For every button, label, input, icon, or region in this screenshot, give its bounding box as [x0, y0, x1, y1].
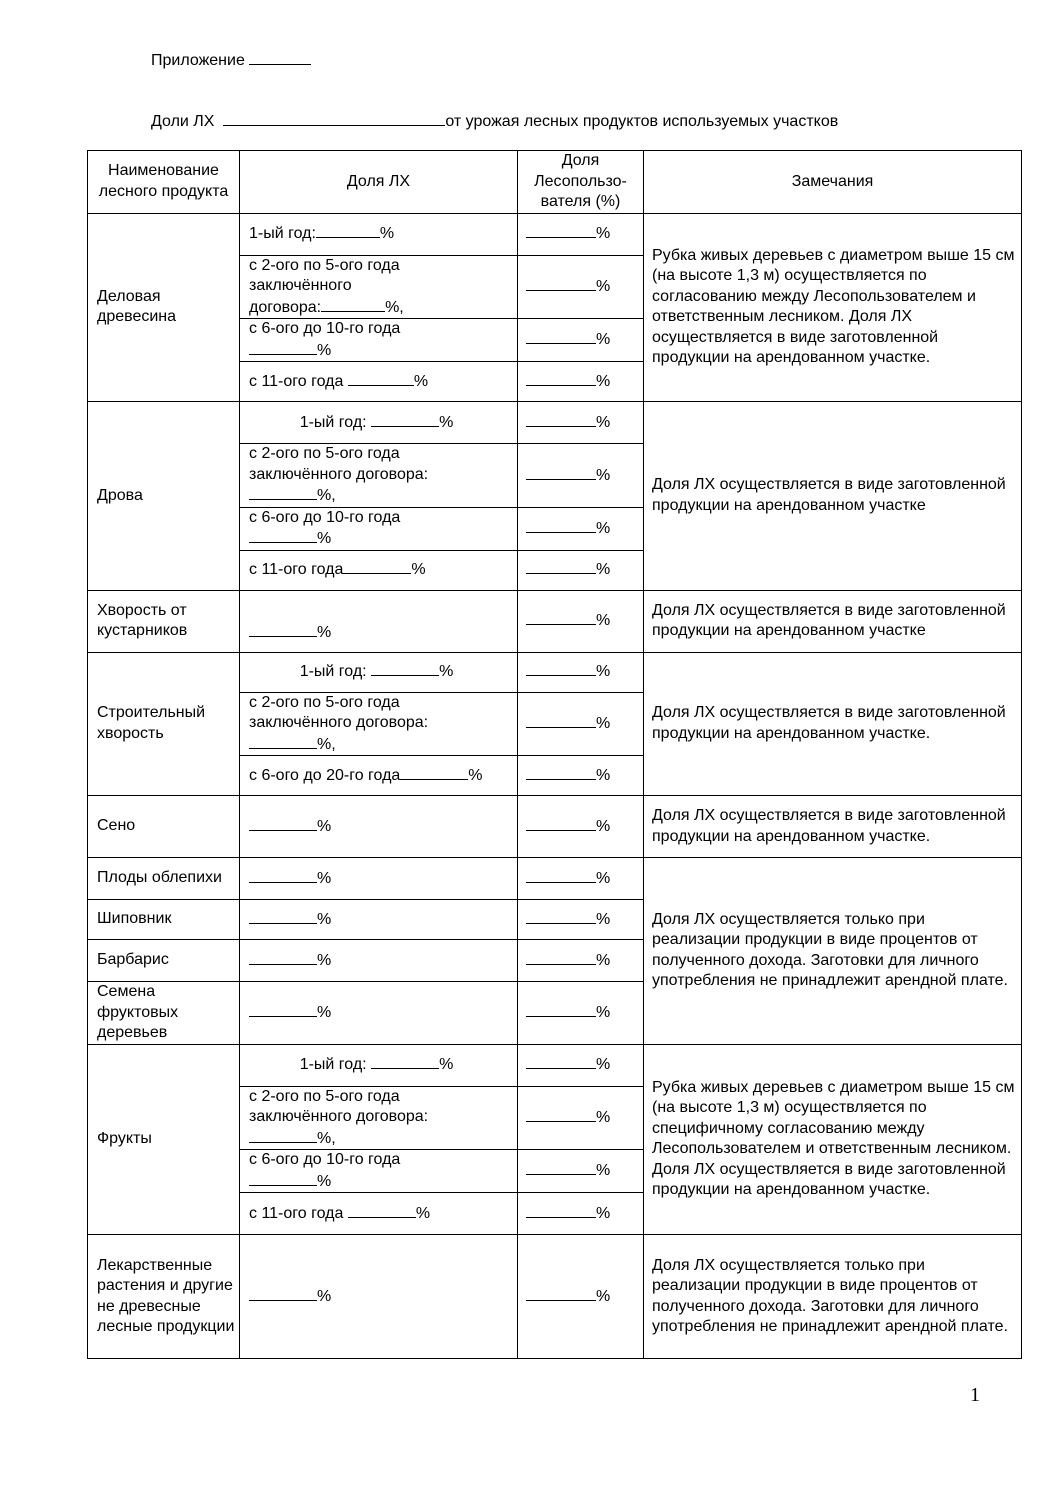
- user-share-cell[interactable]: %: [518, 652, 644, 692]
- user-share-cell[interactable]: %: [518, 1086, 644, 1150]
- title-right: от урожая лесных продуктов используемых участков: [445, 113, 839, 130]
- product-name: Барбарис: [88, 940, 240, 982]
- product-name: Семена фруктовых деревьев: [88, 982, 240, 1045]
- lx-share-cell[interactable]: с 11-ого года %: [240, 1193, 518, 1235]
- table-row: [88, 213, 1022, 255]
- note-cell: Доля ЛХ осуществляется только при реализации продукции в виде процентов от полученного дохода. Заготовки для личного употребления не принадлежит арендной плате.: [644, 1235, 1022, 1359]
- table-row: [88, 402, 1022, 444]
- table-row: [88, 1235, 1022, 1359]
- col-header-product: Наименование лесного продукта: [88, 151, 240, 214]
- col-header-user-share: Доля Лесопользо-вателя (%): [518, 151, 644, 214]
- col-header-notes: Замечания: [644, 151, 1022, 214]
- lx-share-cell[interactable]: 1-ый год: %: [240, 652, 518, 692]
- note-cell: Доля ЛХ осуществляется в виде заготовленной продукции на арендованном участке: [644, 590, 1022, 652]
- lx-share-cell[interactable]: %: [240, 982, 518, 1045]
- product-name: Плоды облепихи: [88, 858, 240, 900]
- user-share-cell[interactable]: %: [518, 362, 644, 402]
- user-share-cell[interactable]: %: [518, 982, 644, 1045]
- user-share-cell[interactable]: %: [518, 444, 644, 508]
- note-cell: Доля ЛХ осуществляется только при реализации продукции в виде процентов от полученного дохода. Заготовки для личного употребления не принадлежит арендной плате.: [644, 858, 1022, 1045]
- lx-share-cell[interactable]: с 2-ого по 5-ого года заключённого договора: %,: [240, 1086, 518, 1150]
- user-share-cell[interactable]: %: [518, 507, 644, 550]
- note-cell: Рубка живых деревьев с диаметром выше 15 см (на высоте 1,3 м) осуществляется по специфичному согласованию между Лесопользователем и ответственным лесником. Доля ЛХ осуществляется в виде заготовленной продукции на арендованном участке.: [644, 1044, 1022, 1235]
- title-left: Доли ЛХ: [151, 113, 215, 130]
- lx-share-cell[interactable]: с 6-ого до 10-го года %: [240, 1150, 518, 1193]
- table-row: [88, 590, 1022, 652]
- product-name: Шиповник: [88, 900, 240, 940]
- user-share-cell[interactable]: %: [518, 213, 644, 255]
- table-row: [88, 1044, 1022, 1086]
- lx-share-cell[interactable]: %: [240, 940, 518, 982]
- user-share-cell[interactable]: %: [518, 756, 644, 796]
- lx-share-cell[interactable]: %: [240, 858, 518, 900]
- product-name: Фрукты: [88, 1044, 240, 1235]
- user-share-cell[interactable]: %: [518, 796, 644, 858]
- lx-share-cell[interactable]: %: [240, 1235, 518, 1359]
- note-cell: Рубка живых деревьев с диаметром выше 15 см (на высоте 1,3 м) осуществляется по согласованию между Лесопользователем и ответственным лесником. Доля ЛХ осуществляется в виде заготовленной продукции на арендованном участке.: [644, 213, 1022, 402]
- lx-share-cell[interactable]: с 6-ого до 10-го года %: [240, 507, 518, 550]
- shares-table: [87, 150, 1022, 1359]
- lx-share-cell[interactable]: с 6-ого до 20-го года %: [240, 756, 518, 796]
- user-share-cell[interactable]: %: [518, 1150, 644, 1193]
- lx-share-cell[interactable]: %: [240, 590, 518, 652]
- table-header-row: [88, 151, 1022, 214]
- lx-share-cell[interactable]: с 6-ого до 10-го года %: [240, 319, 518, 362]
- user-share-cell[interactable]: %: [518, 858, 644, 900]
- lx-share-cell[interactable]: 1-ый год: %: [240, 402, 518, 444]
- note-cell: Доля ЛХ осуществляется в виде заготовленной продукции на арендованном участке.: [644, 652, 1022, 796]
- document-title: [151, 111, 838, 132]
- page-number: 1: [970, 1384, 980, 1406]
- lx-share-cell[interactable]: %: [240, 900, 518, 940]
- user-share-cell[interactable]: %: [518, 692, 644, 756]
- note-cell: Доля ЛХ осуществляется в виде заготовленной продукции на арендованном участке: [644, 402, 1022, 591]
- user-share-cell[interactable]: %: [518, 1235, 644, 1359]
- user-share-cell[interactable]: %: [518, 550, 644, 590]
- note-cell: Доля ЛХ осуществляется в виде заготовленной продукции на арендованном участке.: [644, 796, 1022, 858]
- table-row: [88, 652, 1022, 692]
- appendix-number-blank[interactable]: [249, 50, 311, 65]
- user-share-cell[interactable]: %: [518, 940, 644, 982]
- lx-share-cell[interactable]: с 11-ого года %: [240, 362, 518, 402]
- table-row: [88, 796, 1022, 858]
- lx-share-cell[interactable]: 1-ый год: %: [240, 1044, 518, 1086]
- product-name: Хворость от кустарников: [88, 590, 240, 652]
- user-share-cell[interactable]: %: [518, 900, 644, 940]
- lx-share-cell[interactable]: с 2-ого по 5-ого года заключённого договора: %,: [240, 444, 518, 508]
- product-name: Деловая древесина: [88, 213, 240, 402]
- appendix-line: [151, 50, 311, 71]
- table-row: [88, 858, 1022, 900]
- product-name: Строительный хворость: [88, 652, 240, 796]
- user-share-cell[interactable]: %: [518, 1044, 644, 1086]
- lx-share-cell[interactable]: %: [240, 796, 518, 858]
- user-share-cell[interactable]: %: [518, 402, 644, 444]
- product-name: Дрова: [88, 402, 240, 591]
- lx-share-cell[interactable]: с 2-ого по 5-ого года заключённого договора: %,: [240, 255, 518, 319]
- product-name: Сено: [88, 796, 240, 858]
- title-blank[interactable]: [223, 111, 445, 126]
- user-share-cell[interactable]: %: [518, 319, 644, 362]
- product-name: Лекарственные растения и другие не древесные лесные продукции: [88, 1235, 240, 1359]
- user-share-cell[interactable]: %: [518, 1193, 644, 1235]
- col-header-lx-share: Доля ЛХ: [240, 151, 518, 214]
- lx-share-cell[interactable]: с 2-ого по 5-ого года заключённого договора: %,: [240, 692, 518, 756]
- lx-share-cell[interactable]: 1-ый год: %: [240, 213, 518, 255]
- user-share-cell[interactable]: %: [518, 590, 644, 652]
- lx-share-cell[interactable]: с 11-ого года %: [240, 550, 518, 590]
- appendix-label: Приложение: [151, 52, 245, 69]
- user-share-cell[interactable]: %: [518, 255, 644, 319]
